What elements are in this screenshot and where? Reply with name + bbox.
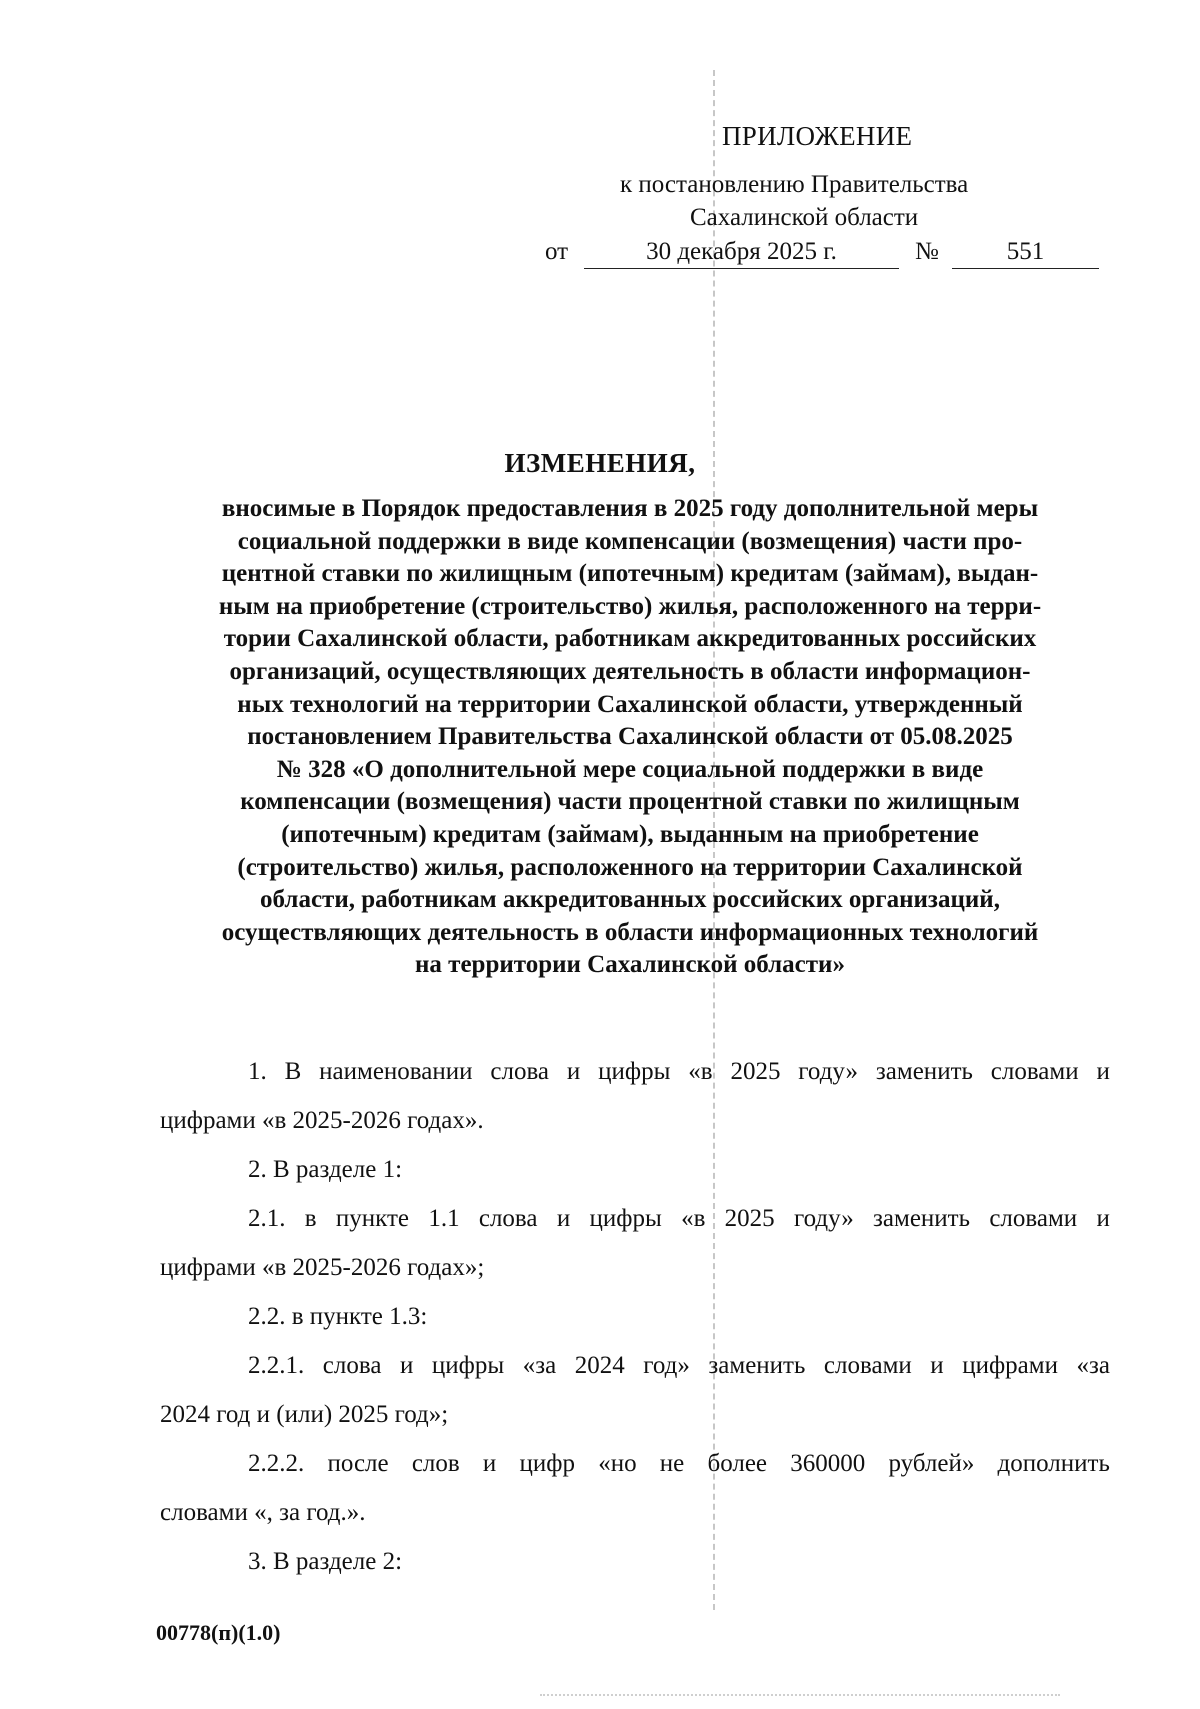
paragraph-word: слов	[411, 1450, 460, 1477]
paragraph-word: слова	[322, 1352, 382, 1379]
appendix-title: ПРИЛОЖЕНИЕ	[722, 121, 913, 151]
subject-line: на территории Сахалинской области»	[415, 951, 845, 979]
resolution-date: 30 декабря 2025 г.	[584, 238, 899, 269]
paragraph-word: и	[482, 1450, 497, 1477]
paragraph-word: и	[930, 1352, 944, 1379]
document-code: 00778(п)(1.0)	[156, 1620, 281, 1645]
paragraph-word: 1.	[248, 1058, 267, 1085]
document-heading: ИЗМЕНЕНИЯ,	[504, 448, 696, 478]
paragraph-word: цифры	[589, 1205, 662, 1232]
paragraph-word: цифры	[598, 1058, 671, 1085]
paragraph-word: год»	[643, 1352, 690, 1379]
paragraph-word: 2025	[724, 1205, 775, 1232]
paragraph-word: «за	[1076, 1352, 1110, 1379]
subject-line: социальной поддержки в виде компенсации (возмещения) части про-	[237, 527, 1023, 555]
document-body	[160, 1047, 1110, 1586]
paragraph-word: более	[707, 1450, 768, 1477]
document-subject	[160, 493, 1100, 982]
number-sign: №	[915, 238, 939, 265]
paragraph-word: рублей»	[888, 1450, 975, 1477]
paragraph-word: и	[1096, 1205, 1110, 1232]
subject-line: постановлением Правительства Сахалинской области от 05.08.2025	[247, 723, 1013, 751]
subject-line: тории Сахалинской области, работникам аккредитованных российских	[223, 625, 1037, 653]
paragraph-2-2-2-line-2: словами «, за год.».	[160, 1499, 366, 1526]
scan-edge-artifact	[540, 1694, 1060, 1696]
paragraph-3: 3. В разделе 2:	[248, 1548, 403, 1575]
paragraph-word: заменить	[873, 1205, 971, 1232]
paragraph-word: году»	[798, 1058, 859, 1085]
paragraph-word: и	[1096, 1058, 1110, 1085]
paragraph-word: и	[556, 1205, 571, 1232]
paragraph-2-1-line-1	[160, 1194, 1110, 1243]
subject-line: (строительство) жилья, расположенного на территории Сахалинской	[237, 853, 1023, 881]
paragraph-word: дополнить	[997, 1450, 1110, 1477]
paragraph-word: после	[327, 1450, 389, 1477]
paragraph-2-2-1-line-1	[160, 1341, 1110, 1390]
paragraph-word: «в	[681, 1205, 706, 1232]
date-prefix: от	[545, 238, 569, 265]
paragraph-word: заменить	[708, 1352, 806, 1379]
subject-line: организаций, осуществляющих деятельность в области информацион-	[229, 657, 1031, 685]
subject-line: вносимые в Порядок предоставления в 2025 году дополнительной меры	[221, 495, 1039, 522]
subject-line: компенсации (возмещения) части процентной ставки по жилищным	[240, 788, 1020, 816]
subject-line: области, работникам аккредитованных российских организаций,	[260, 886, 1000, 914]
subject-line: ных технологий на территории Сахалинской области, утвержденный	[237, 690, 1023, 718]
paragraph-2-2: 2.2. в пункте 1.3:	[248, 1303, 428, 1330]
paragraph-word: и	[566, 1058, 581, 1085]
paragraph-word: словами	[823, 1352, 912, 1379]
paragraph-word: 360000	[790, 1450, 866, 1477]
subject-line: осуществляющих деятельность в области информационных технологий	[221, 918, 1039, 946]
appendix-region-line: Сахалинской области	[690, 204, 919, 231]
paragraph-word: словами	[990, 1058, 1079, 1085]
appendix-reference-line: к постановлению Правительства	[620, 171, 969, 198]
appendix-date-number-row	[545, 238, 1105, 272]
paragraph-1-line-2: цифрами «в 2025-2026 годах».	[160, 1107, 484, 1134]
paragraph-1-line-1	[160, 1047, 1110, 1096]
paragraph-2-2-2-line-1	[160, 1439, 1110, 1488]
paragraph-word: 2.2.2.	[248, 1450, 305, 1477]
paragraph-word: 2025	[730, 1058, 781, 1085]
paragraph-word: наименовании	[319, 1058, 473, 1085]
paragraph-word: «в	[688, 1058, 713, 1085]
paragraph-word: пункте	[335, 1205, 410, 1232]
subject-line: центной ставки по жилищным (ипотечным) кредитам (займам), выдан-	[221, 560, 1039, 588]
paragraph-word: 2.2.1.	[248, 1352, 305, 1379]
paragraph-word: 2024	[574, 1352, 625, 1379]
resolution-number: 551	[952, 238, 1099, 269]
paragraph-word: цифр	[519, 1450, 575, 1477]
paragraph-word: слова	[490, 1058, 550, 1085]
paragraph-word: «за	[522, 1352, 557, 1379]
paragraph-word: цифрами	[962, 1352, 1058, 1379]
paragraph-word: цифры	[431, 1352, 505, 1379]
paragraph-word: 1.1	[428, 1205, 460, 1232]
paragraph-2: 2. В разделе 1:	[248, 1156, 403, 1183]
paragraph-word: в	[304, 1205, 317, 1232]
subject-line: № 328 «О дополнительной мере социальной поддержки в виде	[276, 755, 984, 783]
subject-line: ным на приобретение (строительство) жилья, расположенного на терри-	[218, 592, 1042, 620]
paragraph-word: не	[659, 1450, 685, 1477]
paragraph-word: и	[399, 1352, 414, 1379]
paragraph-word: В	[284, 1058, 302, 1085]
paragraph-2-1-line-2: цифрами «в 2025-2026 годах»;	[160, 1254, 485, 1281]
paragraph-word: году»	[793, 1205, 854, 1232]
paragraph-word: 2.1.	[248, 1205, 286, 1232]
subject-line: (ипотечным) кредитам (займам), выданным на приобретение	[281, 820, 979, 848]
paragraph-word: словами	[989, 1205, 1078, 1232]
paragraph-word: слова	[478, 1205, 538, 1232]
paragraph-word: заменить	[875, 1058, 973, 1085]
paragraph-2-2-1-line-2: 2024 год и (или) 2025 год»;	[160, 1401, 449, 1428]
paragraph-word: «но	[598, 1450, 637, 1477]
